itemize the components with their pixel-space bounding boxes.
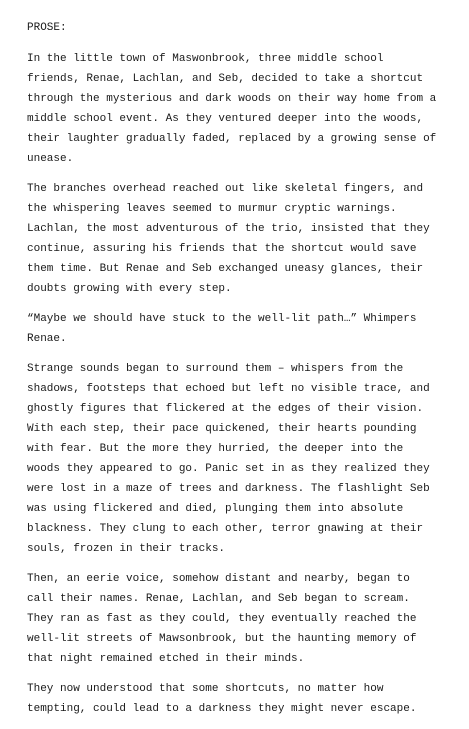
text-line: tempting, could lead to a darkness they might never escape. bbox=[27, 703, 417, 715]
text-line: Strange sounds began to surround them – whispers from the bbox=[27, 363, 404, 375]
text-line: doubts growing with every step. bbox=[27, 283, 232, 295]
text-line: shadows, footsteps that echoed but left no visible trace, and bbox=[27, 383, 430, 395]
text-line: continue, assuring his friends that the shortcut would save bbox=[27, 243, 417, 255]
prose-heading: PROSE: bbox=[27, 22, 67, 34]
text-line: blackness. They clung to each other, terror gnawing at their bbox=[27, 523, 424, 535]
paragraph bbox=[27, 309, 457, 349]
text-line: In the little town of Maswonbrook, three middle school bbox=[27, 53, 384, 65]
text-line: They now understood that some shortcuts, no matter how bbox=[27, 683, 384, 695]
text-line: them time. But Renae and Seb exchanged uneasy glances, their bbox=[27, 263, 424, 275]
paragraph bbox=[27, 179, 457, 299]
text-line: They ran as fast as they could, they eventually reached the bbox=[27, 613, 417, 625]
text-line: with fear. But the more they hurried, the deeper into the bbox=[27, 443, 404, 455]
text-line: their laughter gradually faded, replaced by a growing sense of bbox=[27, 133, 437, 145]
text-line: was using flickered and died, plunging them into absolute bbox=[27, 503, 404, 515]
text-line: were lost in a maze of trees and darkness. The flashlight Seb bbox=[27, 483, 430, 495]
text-line: ghostly figures that flickered at the edges of their vision. bbox=[27, 403, 424, 415]
text-line: Renae. bbox=[27, 333, 67, 345]
paragraph bbox=[27, 569, 457, 669]
text-line: Lachlan, the most adventurous of the trio, insisted that they bbox=[27, 223, 430, 235]
text-line: woods they appeared to go. Panic set in as they realized they bbox=[27, 463, 430, 475]
text-line: call their names. Renae, Lachlan, and Seb began to scream. bbox=[27, 593, 410, 605]
text-line: With each step, their pace quickened, their hearts pounding bbox=[27, 423, 417, 435]
text-line: through the mysterious and dark woods on their way home from a bbox=[27, 93, 437, 105]
paragraph bbox=[27, 49, 457, 169]
text-line: unease. bbox=[27, 153, 74, 165]
paragraph bbox=[27, 679, 457, 719]
text-line: the whispering leaves seemed to murmur cryptic warnings. bbox=[27, 203, 397, 215]
text-line: Then, an eerie voice, somehow distant and nearby, began to bbox=[27, 573, 410, 585]
text-line: that night remained etched in their minds. bbox=[27, 653, 305, 665]
text-line: middle school event. As they ventured deeper into the woods, bbox=[27, 113, 424, 125]
text-line: well-lit streets of Mawsonbrook, but the haunting memory of bbox=[27, 633, 417, 645]
paragraph bbox=[27, 359, 457, 559]
text-line: The branches overhead reached out like skeletal fingers, and bbox=[27, 183, 424, 195]
prose-document bbox=[27, 18, 457, 729]
text-line: friends, Renae, Lachlan, and Seb, decided to take a shortcut bbox=[27, 73, 424, 85]
text-line: “Maybe we should have stuck to the well-lit path…” Whimpers bbox=[27, 313, 417, 325]
text-line: souls, frozen in their tracks. bbox=[27, 543, 226, 555]
